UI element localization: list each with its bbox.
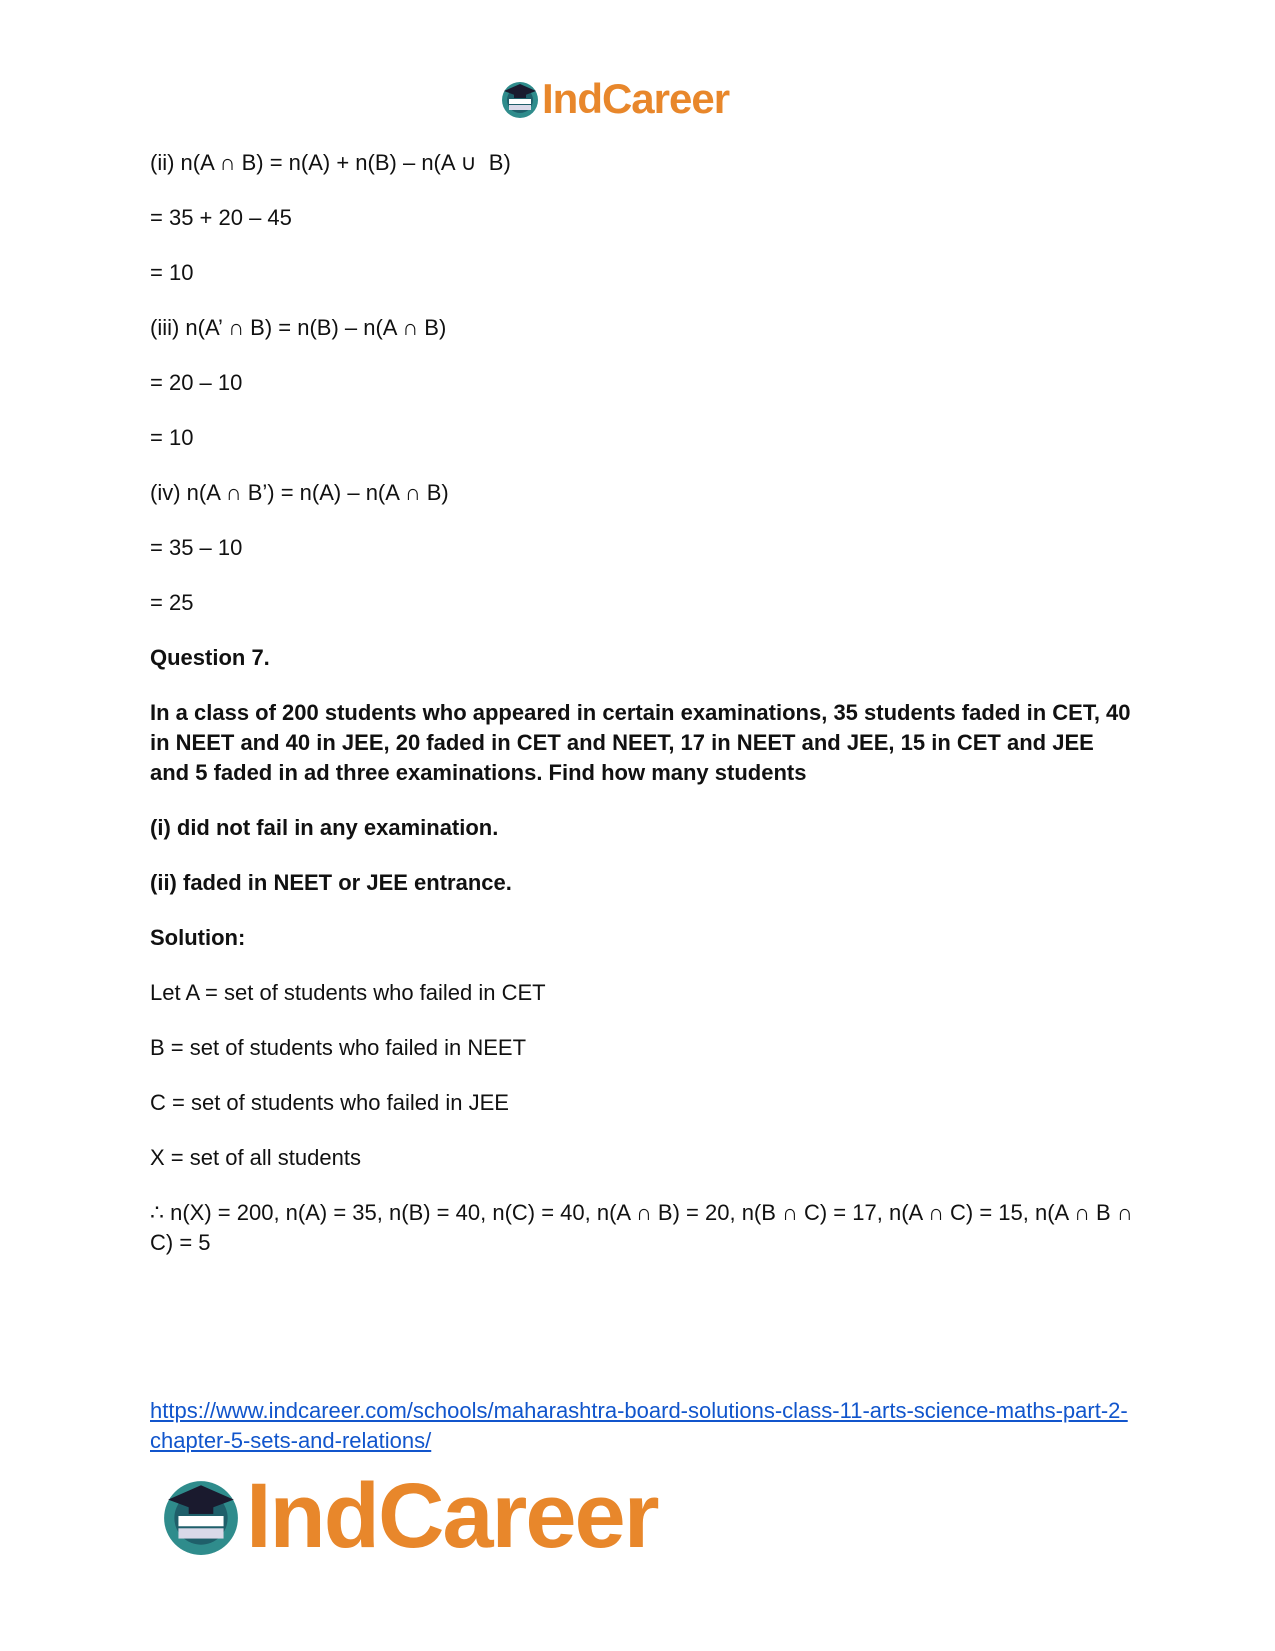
bold-text-line: (ii) faded in NEET or JEE entrance. [150,870,512,895]
text-line: B = set of students who failed in NEET [150,1035,527,1060]
text-line: ∴ n(X) = 200, n(A) = 35, n(B) = 40, n(C) = 40, n(A ∩ B) = 20, n(B ∩ C) = 17, n(A ∩ C) = 15, n(A ∩ B ∩ C) = 5 [150,1200,1139,1255]
logo-text: IndCareer [246,1465,658,1567]
text-line: = 10 [150,425,194,450]
text-line: (iv) n(A ∩ B’) = n(A) – n(A ∩ B) [150,480,449,505]
text-line: = 35 – 10 [150,535,243,560]
footer-logo [160,1465,658,1567]
logo-text: IndCareer [542,75,730,122]
text-line: = 10 [150,260,194,285]
text-line: (iii) n(A’ ∩ B) = n(B) – n(A ∩ B) [150,315,447,340]
header-logo [500,75,730,122]
source-link[interactable]: https://www.indcareer.com/schools/maharashtra-board-solutions-class-11-arts-science-maths-part-2-chapter-5-sets-and-relations/ [150,1398,1128,1453]
graduation-cap-books-icon [500,79,540,119]
text-line: Let A = set of students who failed in CET [150,980,546,1005]
text-line: = 25 [150,590,194,615]
graduation-cap-books-icon [160,1475,242,1557]
text-line: = 35 + 20 – 45 [150,205,292,230]
bold-text-line: In a class of 200 students who appeared in certain examinations, 35 students faded in CET, 40 in NEET and 40 in JEE, 20 faded in CET and NEET, 17 in NEET and JEE, 15 in CET and JEE and 5 faded in ad three examinations. Find how many students [150,700,1137,785]
bold-text-line: Question 7. [150,645,270,670]
document-body [150,148,1139,1283]
bold-text-line: Solution: [150,925,246,950]
bold-text-line: (i) did not fail in any examination. [150,815,499,840]
text-line: (ii) n(A ∩ B) = n(A) + n(B) – n(A ∪ B) [150,150,511,175]
text-line: C = set of students who failed in JEE [150,1090,509,1115]
text-line: X = set of all students [150,1145,361,1170]
text-line: = 20 – 10 [150,370,243,395]
